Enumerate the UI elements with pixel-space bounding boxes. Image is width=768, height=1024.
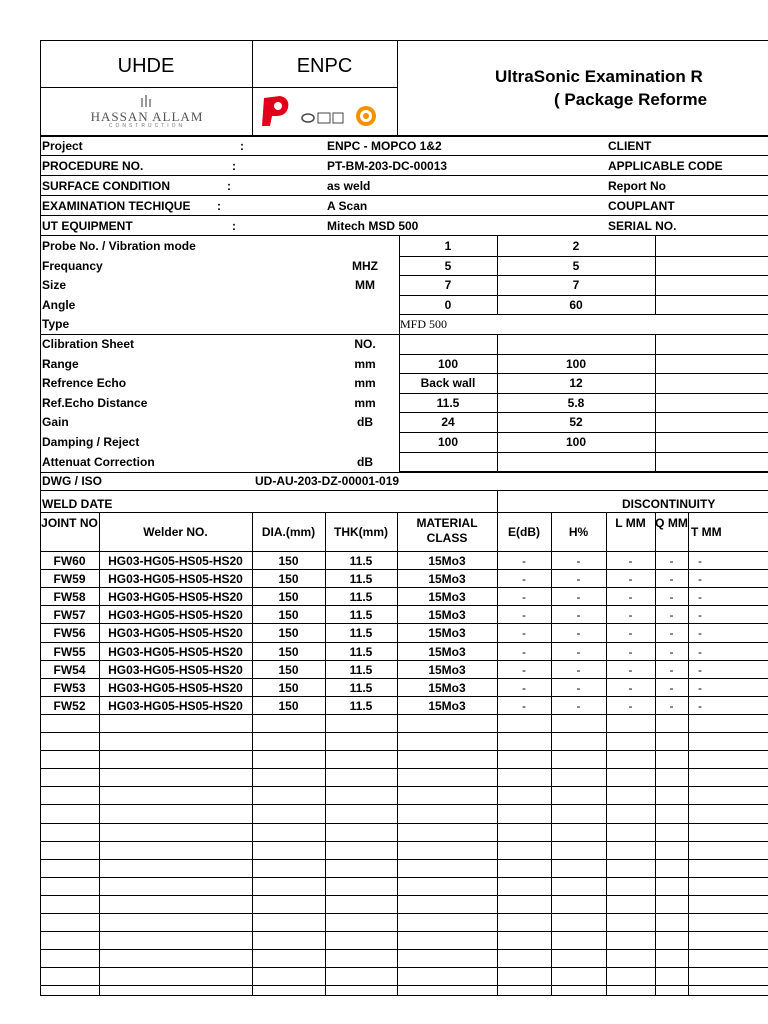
probe-value-1: 0 — [444, 297, 452, 312]
cell-thk: 11.5 — [349, 662, 373, 677]
probe-value-2: 2 — [572, 239, 580, 253]
header-l: L MM — [615, 516, 646, 530]
cell-joint: FW58 — [53, 590, 86, 605]
info-label: SURFACE CONDITION — [42, 179, 171, 193]
certification-logos-icon — [258, 92, 393, 132]
calibration-unit: NO. — [354, 337, 376, 351]
cell-thk: 11.5 — [349, 572, 373, 587]
cell-edb: - — [522, 554, 526, 568]
cell-thk: 11.5 — [349, 608, 373, 623]
cell-h: - — [576, 626, 581, 641]
cell-joint: FW52 — [53, 698, 86, 713]
cell-welder: HG03-HG05-HS05-HS20 — [108, 608, 243, 623]
report-sheet — [40, 40, 768, 996]
cell-joint: FW57 — [53, 608, 86, 623]
cell-material: 15Mo3 — [428, 680, 466, 695]
calibration-label: Refrence Echo — [42, 376, 127, 391]
info-colon: : — [232, 219, 236, 233]
cell-dia: 150 — [278, 554, 299, 568]
cell-t: - — [698, 608, 702, 623]
cell-joint: FW53 — [53, 680, 86, 695]
cell-t: - — [698, 626, 702, 641]
calibration-value-2: 100 — [565, 435, 587, 449]
info-colon: : — [227, 179, 231, 193]
info-value: Mitech MSD 500 — [327, 219, 419, 233]
header-dia: DIA.(mm) — [261, 525, 316, 539]
cell-t: - — [698, 554, 702, 568]
cell-joint: FW54 — [53, 662, 86, 677]
calibration-label: Ref.Echo Distance — [42, 395, 148, 410]
info-right-label: SERIAL NO. — [608, 219, 677, 233]
cell-q: - — [669, 590, 674, 605]
cell-h: - — [576, 608, 581, 623]
header-q: Q MM — [655, 516, 688, 530]
info-value: ENPC - MOPCO 1&2 — [327, 139, 442, 153]
cell-t: - — [698, 680, 702, 695]
info-right-label: CLIENT — [608, 139, 652, 153]
probe-value-2: 60 — [569, 297, 583, 312]
probe-label: Frequancy — [42, 258, 103, 273]
cell-q: - — [669, 662, 674, 677]
cell-h: - — [576, 554, 581, 568]
cell-t: - — [698, 572, 702, 587]
cell-dia: 150 — [278, 680, 299, 695]
dwg-value: UD-AU-203-DZ-00001-019 — [255, 474, 400, 488]
cell-edb: - — [522, 662, 526, 677]
info-colon: : — [240, 139, 244, 153]
probe-label: Type — [42, 317, 70, 332]
cell-q: - — [669, 698, 674, 713]
cell-dia: 150 — [278, 608, 299, 623]
probe-unit: MM — [355, 278, 375, 293]
header-material: MATERIAL CLASS — [416, 516, 478, 545]
cell-h: - — [576, 680, 581, 695]
cell-welder: HG03-HG05-HS05-HS20 — [108, 680, 243, 695]
calibration-value-2: 5.8 — [567, 395, 585, 410]
cell-thk: 11.5 — [349, 698, 373, 713]
cell-edb: - — [522, 644, 526, 659]
cell-material: 15Mo3 — [428, 626, 466, 641]
cell-joint: FW55 — [53, 644, 86, 659]
cell-thk: 11.5 — [349, 626, 373, 641]
cell-material: 15Mo3 — [428, 590, 466, 605]
cell-thk: 11.5 — [349, 590, 373, 605]
info-right-label: Report No — [608, 179, 666, 193]
calibration-value-1: 11.5 — [436, 395, 460, 410]
cell-h: - — [576, 590, 581, 605]
cell-t: - — [698, 590, 702, 605]
probe-value-1: 1 — [444, 239, 452, 253]
probe-label: Size — [42, 278, 67, 293]
cell-welder: HG03-HG05-HS05-HS20 — [108, 572, 243, 587]
cell-h: - — [576, 698, 581, 713]
calibration-value-2: 52 — [569, 415, 583, 430]
calibration-unit: mm — [354, 376, 376, 391]
info-value: as weld — [327, 179, 371, 193]
calibration-unit: dB — [357, 454, 373, 469]
cell-edb: - — [522, 698, 526, 713]
cell-dia: 150 — [278, 572, 299, 587]
cell-l: - — [628, 554, 633, 568]
header-thk: THK(mm) — [334, 525, 388, 539]
cell-t: - — [698, 662, 702, 677]
cell-joint: FW60 — [53, 554, 86, 568]
cell-material: 15Mo3 — [428, 608, 466, 623]
header-edb: E(dB) — [508, 525, 540, 539]
header-h: H% — [568, 525, 589, 539]
cell-l: - — [628, 680, 633, 695]
calibration-label: Range — [42, 356, 79, 371]
probe-value-1: 5 — [444, 258, 452, 273]
cell-edb: - — [522, 572, 526, 587]
dwg-label: DWG / ISO — [42, 474, 102, 488]
calibration-value-2: 12 — [569, 376, 583, 391]
calibration-label: Attenuat Correction — [42, 454, 155, 469]
enpc-logos — [258, 92, 393, 132]
cell-h: - — [576, 644, 581, 659]
cell-thk: 11.5 — [349, 644, 373, 659]
cell-l: - — [628, 662, 633, 677]
cell-material: 15Mo3 — [428, 572, 466, 587]
cell-welder: HG03-HG05-HS05-HS20 — [108, 554, 243, 568]
cell-q: - — [669, 644, 674, 659]
probe-label: Probe No. / Vibration mode — [42, 239, 196, 253]
cell-q: - — [669, 626, 674, 641]
cell-dia: 150 — [278, 590, 299, 605]
logo-mark-icon — [52, 94, 242, 108]
probe-value-1: 7 — [444, 278, 452, 293]
probe-value-1: MFD 500 — [400, 317, 448, 332]
logo-text: HASSAN ALLAM — [90, 109, 204, 124]
cell-welder: HG03-HG05-HS05-HS20 — [108, 662, 243, 677]
calibration-unit: dB — [357, 415, 373, 430]
cell-q: - — [669, 608, 674, 623]
info-label: Project — [42, 139, 83, 153]
info-label: EXAMINATION TECHIQUE — [42, 199, 191, 213]
calibration-label: Clibration Sheet — [42, 337, 135, 351]
cell-l: - — [628, 572, 633, 587]
probe-label: Angle — [42, 297, 76, 312]
cell-edb: - — [522, 626, 526, 641]
calibration-value-1: 100 — [437, 435, 459, 449]
weld-date-label: WELD DATE — [42, 497, 113, 511]
info-colon: : — [217, 199, 221, 213]
hassan-allam-logo — [52, 94, 242, 132]
calibration-label: Damping / Reject — [42, 435, 140, 449]
cell-welder: HG03-HG05-HS05-HS20 — [108, 626, 243, 641]
header-t: T MM — [691, 525, 722, 539]
cell-material: 15Mo3 — [428, 554, 466, 568]
cell-material: 15Mo3 — [428, 698, 466, 713]
cell-t: - — [698, 698, 702, 713]
calibration-unit: mm — [354, 356, 376, 371]
cell-h: - — [576, 662, 581, 677]
cell-l: - — [628, 590, 633, 605]
probe-value-2: 5 — [572, 258, 580, 273]
cell-welder: HG03-HG05-HS05-HS20 — [108, 698, 243, 713]
cell-edb: - — [522, 590, 526, 605]
cell-material: 15Mo3 — [428, 644, 466, 659]
cell-material: 15Mo3 — [428, 662, 466, 677]
calibration-unit: mm — [354, 395, 376, 410]
cell-edb: - — [522, 608, 526, 623]
info-value: A Scan — [327, 199, 368, 213]
calibration-value-1: 100 — [437, 356, 459, 371]
info-label: UT EQUIPMENT — [42, 219, 133, 233]
cell-dia: 150 — [278, 626, 299, 641]
cell-thk: 11.5 — [349, 680, 373, 695]
cell-dia: 150 — [278, 698, 299, 713]
cell-l: - — [628, 644, 633, 659]
cell-thk: 11.5 — [349, 554, 373, 568]
cell-q: - — [669, 572, 674, 587]
info-label: PROCEDURE NO. — [42, 159, 144, 173]
info-right-label: APPLICABLE CODE — [608, 159, 723, 173]
report-subtitle: ( Package Reforme — [554, 90, 708, 109]
company-enpc: ENPC — [296, 55, 353, 77]
cell-dia: 150 — [278, 644, 299, 659]
cell-q: - — [669, 554, 674, 568]
discontinuity-label: DISCONTINUITY — [622, 497, 716, 511]
company-uhde: UHDE — [117, 55, 175, 77]
cell-edb: - — [522, 680, 526, 695]
calibration-value-1: Back wall — [420, 376, 476, 391]
info-colon: : — [232, 159, 236, 173]
cell-joint: FW59 — [53, 572, 86, 587]
cell-joint: FW56 — [53, 626, 86, 641]
cell-l: - — [628, 698, 633, 713]
header-joint: JOINT NO — [41, 516, 98, 530]
logo-subtext: CONSTRUCTION — [108, 123, 186, 129]
info-right-label: COUPLANT — [608, 199, 675, 213]
probe-value-2: 7 — [572, 278, 580, 293]
info-value: PT-BM-203-DC-00013 — [327, 159, 448, 173]
cell-q: - — [669, 680, 674, 695]
calibration-value-1: 24 — [441, 415, 455, 430]
cell-welder: HG03-HG05-HS05-HS20 — [108, 590, 243, 605]
cell-h: - — [576, 572, 581, 587]
cell-l: - — [628, 626, 633, 641]
cell-dia: 150 — [278, 662, 299, 677]
cell-t: - — [698, 644, 702, 659]
report-title: UltraSonic Examination R — [495, 67, 703, 86]
cell-welder: HG03-HG05-HS05-HS20 — [108, 644, 243, 659]
cell-l: - — [628, 608, 633, 623]
calibration-label: Gain — [42, 415, 69, 430]
probe-unit: MHZ — [352, 258, 378, 273]
header-welder: Welder NO. — [143, 525, 208, 539]
calibration-value-2: 100 — [565, 356, 587, 371]
